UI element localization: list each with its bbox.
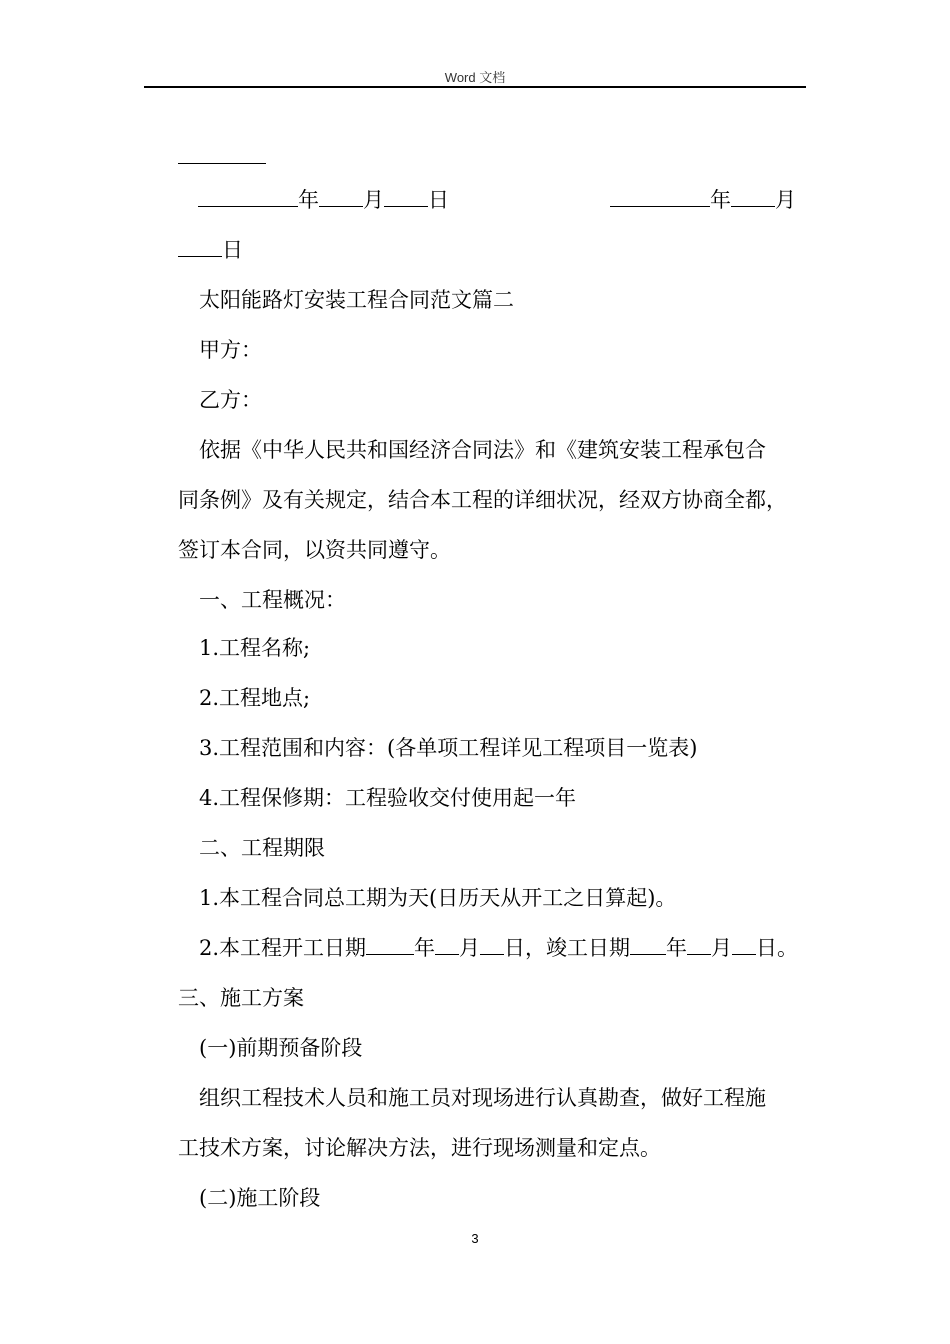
intro-line-3: 签订本合同，以资共同遵守。: [178, 538, 451, 562]
section-3-title: 三、施工方案: [178, 986, 304, 1010]
s2-month-label: 月: [459, 936, 481, 960]
s2-month-label-2: 月: [711, 936, 733, 960]
s2-year-label: 年: [414, 936, 436, 960]
intro-line-2: 同条例》及有关规定，结合本工程的详细状况，经双方协商全都，: [178, 488, 787, 512]
s2-item-2: [199, 934, 798, 962]
date-line-3: [178, 236, 243, 264]
s3-para-line-1: 组织工程技术人员和施工员对现场进行认真勘查，做好工程施: [199, 1086, 766, 1110]
signature-blank-line: [178, 143, 266, 171]
party-b: 乙方：: [199, 388, 262, 412]
page-number: 3: [471, 1231, 479, 1246]
s2-item-2-prefix: 2.本工程开工日期: [199, 936, 367, 960]
date-line-1: [198, 186, 449, 214]
date-year-label: 年: [298, 188, 319, 212]
s3-subsection-1: (一)前期预备阶段: [199, 1036, 363, 1060]
date-year-label-2: 年: [710, 188, 731, 212]
date-month-label: 月: [363, 188, 384, 212]
date-day-label-2: 日: [222, 238, 243, 262]
s3-subsection-2: (二)施工阶段: [199, 1186, 321, 1210]
section-heading: 太阳能路灯安装工程合同范文篇二: [199, 288, 514, 312]
s2-item-1: 1.本工程合同总工期为天(日历天从开工之日算起)。: [199, 886, 677, 910]
page-header: Word 文档: [444, 70, 506, 85]
section-2-title: 二、工程期限: [199, 836, 325, 860]
s2-day-end: 日。: [756, 936, 799, 960]
s1-item-1: 1.工程名称;: [199, 636, 311, 660]
date-month-label-2: 月: [775, 188, 796, 212]
s2-day-label: 日，竣工日期: [504, 936, 631, 960]
date-line-2: [610, 186, 796, 214]
date-day-label: 日: [428, 188, 449, 212]
s1-item-3: 3.工程范围和内容：(各单项工程详见工程项目一览表): [199, 736, 698, 760]
section-1-title: 一、工程概况：: [199, 588, 346, 612]
header-rule: [144, 86, 806, 88]
party-a: 甲方：: [199, 338, 262, 362]
intro-line-1: 依据《中华人民共和国经济合同法》和《建筑安装工程承包合: [199, 438, 766, 462]
s1-item-4: 4.工程保修期：工程验收交付使用起一年: [199, 786, 577, 810]
s2-year-label-2: 年: [666, 936, 688, 960]
s1-item-2: 2.工程地点;: [199, 686, 311, 710]
s3-para-line-2: 工技术方案，讨论解决方法，进行现场测量和定点。: [178, 1136, 661, 1160]
